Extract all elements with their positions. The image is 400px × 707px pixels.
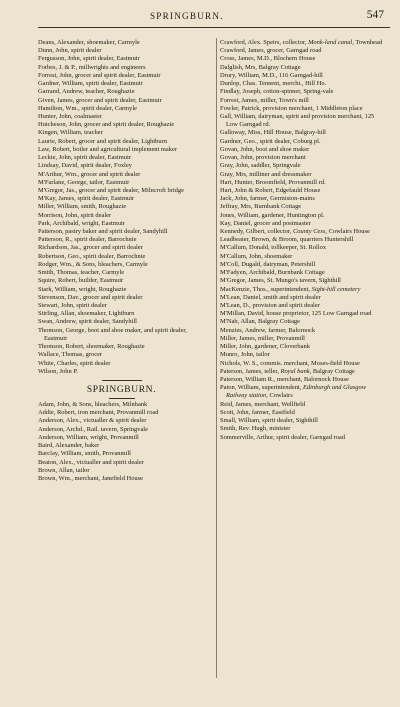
directory-entry: Dunn, John, spirit dealer [38,47,102,55]
directory-entry: Park, Archibald, wright, Eastmuir [38,219,125,227]
directory-entry [220,401,387,409]
directory-entry: Stark, William, wright, Roughazie [38,285,127,293]
entry-text: Kay, Daniel, grocer and postmaster [220,219,311,227]
directory-entry [220,417,387,425]
entry-text: Reid, James, merchant, Wellfield [220,400,306,408]
directory-entry: Thomson, Robert, shoemaker, Roughazie [38,343,145,351]
directory-entry: Hunter, John, coalmaster [38,112,103,120]
entry-text: Crawford, James, grocer, Garngad road [220,47,322,55]
entry-italic-text: Sight-hill cemetery [311,285,361,293]
directory-entry: Hutcheson, John, grocer and spirit dealer, Roughazie [38,121,175,129]
directory-entry: Forbes, J. & P., millwrights and engineers [38,63,146,71]
entry-text: Hart, John & Robert, Edgefauld House [220,186,321,194]
page-header [0,5,400,29]
directory-entry: Anderson, Archd., Rail. tavern, Springvale [38,425,148,433]
directory-entry [220,113,387,129]
directory-entry: Patterson, pastry baker and spirit dealer, Sandyhill [38,228,168,236]
entry-text: Gray, Mrs, milliner and dressmaker [220,170,312,178]
directory-entry [220,228,387,236]
entry-text: Govan, John, boot and shoe maker [220,145,310,153]
entry-text: Paterson, William R., merchant, Balornock House [220,375,349,383]
directory-entry [220,236,387,244]
header-rule [38,27,390,28]
directory-entry [220,64,387,72]
directory-entry: Anderson, Alex., victualler & spirit dealer [38,417,147,425]
directory-entry [220,212,387,220]
directory-entry: Brown, Allan, tailor [38,466,90,474]
directory-entry [220,343,387,351]
entry-text: Jeffray, Mrs, Burnbank Cottage [220,203,302,211]
directory-entry [220,360,387,368]
left-column [38,39,205,483]
entry-text: M'Lean, Daniel, smith and spirit dealer [220,293,321,301]
entry-text: Munro, John, tailor [220,351,270,359]
column-divider [216,38,217,678]
entry-text: M'Lean, D., provision and spirit dealer [220,302,320,309]
directory-entry: Kingen, William, teacher [38,129,103,137]
directory-entry: Stevenson, Dav., grocer and spirit dealer [38,293,143,301]
directory-entry: Brown, Wm., merchant, Janefield House [38,474,143,482]
entry-text: , Balgray Cottage [309,367,355,375]
entry-text: , Townhead [352,39,383,46]
directory-entry: Barclay, William, smith, Provanmill [38,450,131,458]
directory-entry [220,294,387,302]
directory-entry [220,179,387,187]
entry-text: Menzies, Andrew, farmer, Balornock [220,326,316,334]
directory-entry [220,434,387,442]
entry-text: Forrest, James, miller, Town's mill [220,96,309,104]
entry-text: , Cowlairs House [325,228,370,236]
directory-entry: Wallace, Thomas, grocer [38,351,103,359]
entry-text: Leadbeater, Brown, & Broom, quarriers Huntershill [220,236,354,244]
running-title: SPRINGBURN. [150,11,224,21]
directory-entry: Patterson, R., spirit dealer, Barrochnie [38,236,137,244]
directory-entry [220,195,387,203]
directory-entry [220,368,387,376]
entry-text: M'Nab, Allan, Balgray Cottage [220,318,301,326]
entry-text: Smith, Rev. Hugh, minister [220,425,291,433]
entry-text: Gray, John, saddler, Springvale [220,162,301,170]
directory-entry: Deans, Alexander, shoemaker, Carmyle [38,39,140,46]
directory-entry: Laurie, Robert, grocer and spirit dealer, Lightburn [38,137,167,145]
directory-entry: M'Kay, James, spirit dealer, Eastmuir [38,195,135,203]
directory-entry [220,203,387,211]
entry-italic-text: Royal bank [280,367,310,375]
entry-text: M'Fadyen, Archibald, Burnbank Cottage [220,269,325,277]
directory-entry [220,425,387,433]
entry-text: Cross, James, M.D., Blochern House [220,55,316,63]
entry-text: Dunlop, Chas. Tennent, mercht., Hill Ho. [220,80,327,88]
entry-italic-text: County Cess [292,228,326,236]
entry-italic-text: Edinburgh and Glasgow Railway station [226,384,367,400]
section-entries-list [38,401,205,483]
directory-entry [220,277,387,285]
directory-entry: Swan, Andrew, spirit dealer, Sandyhill [38,318,137,326]
directory-entry: Thomson, George, boot and shoe maker, and spirit dealer, Eastmuir [38,326,187,342]
directory-entry [220,162,387,170]
directory-entry: Hamilton, Wm., spirit dealer, Carmyle [38,104,138,112]
entry-text: Gardner, Geo., spirit dealer, Coburg pl. [220,137,321,145]
entry-text: Dalglish, Mrs, Balgray Cottage [220,63,301,71]
entry-text: M'Coll, Dugald, dairyman, Petershill [220,260,316,268]
right-entries-list [220,39,387,442]
directory-entry [220,72,387,80]
directory-entry [220,154,387,162]
directory-entry: Robertson, Geo., spirit dealer, Barrochnie [38,252,146,260]
directory-entry: M'Farlane, George, tailor, Eastmuir [38,178,130,186]
directory-entry: Gardner, William, spirit dealer, Eastmuir [38,80,143,88]
entry-text: Hart, Hunter, Broomfield, Provanmill rd. [220,178,326,186]
entry-text: Gall, William, dairyman, spirit and provision merchant, 125 Low Garngad rd. [220,112,375,129]
page-number: 547 [366,9,384,21]
directory-entry [220,253,387,261]
section-rule-top [102,380,142,381]
directory-entry: Miller, William, smith, Roughazie [38,203,127,211]
directory-entry [220,286,387,294]
directory-entry: Law, Robert, boiler and agricultural implement maker [38,145,178,153]
entry-text: Jones, William, gardener, Huntington pl. [220,211,325,219]
entry-text: Scott, John, farmer, Eastfield [220,408,295,416]
directory-entry [220,351,387,359]
entry-text: Sommerville, Arthur, spirit dealer, Garngad road [220,433,345,441]
entry-text: Miller, James, miller, Provanmill [220,334,305,342]
directory-entry: Richardson, Jas., grocer and spirit dealer [38,244,143,252]
directory-entry [220,47,387,55]
directory-entry [220,335,387,343]
directory-entry: Smith, Thomas, teacher, Carmyle [38,269,125,277]
directory-entry: Morrison, John, spirit dealer [38,211,112,219]
directory-entry: Rodger, Wm., & Sons, bleachers, Carmyle [38,260,148,268]
directory-entry: Squire, Robert, builder, Eastmuir [38,277,124,285]
directory-entry [220,244,387,252]
entry-text: Fowler, Patrick, provision merchant, 1 Middleton place [220,104,363,112]
directory-entry: Wilson, John P. [38,367,78,375]
directory-entry: Addie, Robert, iron merchant, Provanmill road [38,409,159,417]
section-heading: SPRINGBURN. [86,384,157,395]
entry-text: Paton, William, superintendent, [220,384,303,392]
entry-text: Miller, John, gardener, Cloverbank [220,343,310,351]
directory-entry: Fergusson, John, spirit dealer, Eastmuir [38,55,140,63]
directory-entry [220,220,387,228]
left-entries-list [38,39,205,376]
entry-text: M'Millan, David, house proprietor, 125 Low Garngad road [220,310,372,318]
section-rule-bottom [109,398,135,399]
directory-entry [220,327,387,335]
entry-text: M'Callum, Donald, tollkeeper, St. Rollox [220,244,327,252]
entry-text: , Cowlairs [266,392,293,400]
entry-text: Small, William, spirit dealer, Sighthill [220,417,318,425]
directory-entry [220,302,387,310]
directory-entry [220,105,387,113]
directory-entry: Garrand, Andrew, teacher, Roughazie [38,88,135,96]
directory-entry [220,138,387,146]
directory-entry [220,269,387,277]
directory-entry [220,310,387,318]
directory-entry [220,187,387,195]
entry-text: Nichols, W. S., commis. merchant, Moses-field House [220,359,360,367]
directory-entry [220,97,387,105]
entry-text: Findlay, Joseph, cotton-spinner, Spring-vale [220,88,334,96]
entry-text: MacKenzie, Thos., superintendent, [220,285,312,293]
directory-entry: Forrest, John, grocer and spirit dealer, Eastmuir [38,71,161,79]
directory-entry: White, Charles, spirit dealer [38,359,111,367]
entry-text: Crawford, Alex. Speirs, collector, [220,39,309,46]
entry-text: Kennedy, Gilbert, collector, [220,228,293,236]
entry-italic-text: Monk-land canal [308,39,353,46]
directory-entry: Beaton, Alex., victualler and spirit dealer [38,458,144,466]
right-column [220,39,387,442]
directory-entry [220,80,387,88]
directory-entry [220,146,387,154]
entry-text: Galloway, Miss, Hill House, Balgray-hill [220,129,326,137]
directory-entry [220,384,387,400]
directory-entry [220,129,387,137]
directory-entry: Baird, Alexander, baker [38,442,100,450]
directory-entry [220,318,387,326]
directory-entry: Lindsay, David, spirit dealer, Foxley [38,162,132,170]
directory-entry: Anderson, William, wright, Provanmill [38,433,139,441]
entry-text: M'Callum, John, shoemaker [220,252,293,260]
directory-entry: Given, James, grocer and spirit dealer, Eastmuir [38,96,162,104]
entry-text: Govan, John, provision merchant [220,154,306,162]
directory-entry [220,55,387,63]
directory-entry: Stewart, John, spirit dealer [38,302,107,309]
directory-entry: Stirling, Allan, shoemaker, Lightburn [38,310,135,318]
entry-text: Jack, John, farmer, Germiston-mains [220,195,315,203]
directory-entry: Leckie, John, spirit dealer, Eastmuir [38,154,131,162]
directory-entry: Adam, John, & Sons, bleachers, Milnbank [38,400,148,408]
directory-entry [220,409,387,417]
entry-text: Paterson, James, teller, [220,367,281,375]
directory-entry [220,261,387,269]
directory-entry [220,39,387,47]
directory-entry: M'Arthur, Wm., grocer and spirit dealer [38,170,141,178]
directory-entry [220,171,387,179]
directory-entry [220,88,387,96]
directory-entry [220,376,387,384]
directory-entry: M'Gregor, Jas., grocer and spirit dealer, Milncroft bridge [38,186,184,194]
entry-text: Drury, William, M.D., 116 Garngad-hill [220,71,323,79]
entry-text: M'Gregor, James, St. Mungo's tavern, Sighthill [220,277,341,285]
